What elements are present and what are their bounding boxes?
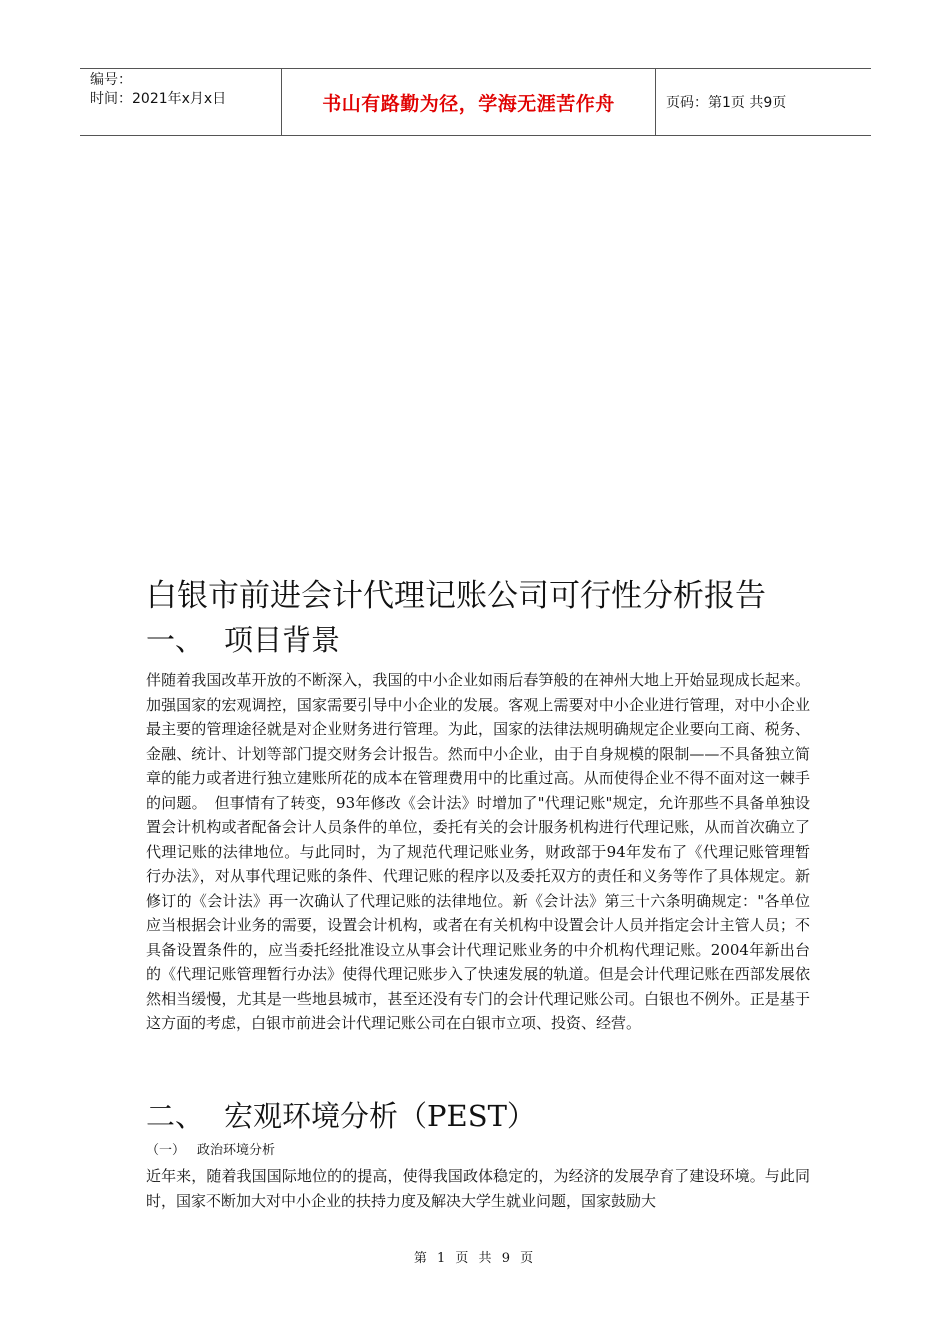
section-number: 二、: [146, 1099, 205, 1133]
section-heading-1: [146, 620, 340, 660]
document-title: 白银市前进会计代理记账公司可行性分析报告: [146, 578, 766, 614]
header-page-code: 页码：第1页 共9页: [666, 95, 787, 111]
section-title: 宏观环境分析（PEST）: [224, 1099, 536, 1133]
document-header-table: [80, 68, 871, 136]
subsection-number: （一）: [146, 1143, 186, 1158]
subsection-heading-1: [146, 1141, 275, 1161]
page-footer: 第 1 页 共 9 页: [413, 1251, 537, 1266]
section-number: 一、: [146, 623, 205, 657]
section-heading-2: [146, 1096, 536, 1136]
section-1-body: 伴随着我国改革开放的不断深入，我国的中小企业如雨后春笋般的在神州大地上开始显现成长起来。加强国家的宏观调控，国家需要引导中小企业的发展。客观上需要对中小企业进行管理，对中小企业最主要的管理途径就是对企业财务进行管理。为此，国家的法律法规明确规定企业要向工商、税务、金融、统计、计划等部门提交财务会计报告。然而中小企业，由于自身规模的限制——不具备独立简章的能力或者进行独立建账所花的成本在管理费用中的比重过高。从而使得企业不得不面对这一棘手的问题。 但事情有了转变，93年修改《会计法》时增加了"代理记账"规定，允许那些不具备单独设置会计机构或者配备会计人员条件的单位，委托有关的会计服务机构进行代理记账，从而首次确立了代理记账的法律地位。与此同时，为了规范代理记账业务，财政部于94年发布了《代理记账管理暂行办法》，对从事代理记账的条件、代理记账的程序以及委托双方的责任和义务等作了具体规定。新修订的《会计法》再一次确认了代理记账的法律地位。新《会计法》第三十六条明确规定："各单位应当根据会计业务的需要，设置会计机构，或者在有关机构中设置会计人员并指定会计主管人员；不具备设置条件的，应当委托经批准设立从事会计代理记账业务的中介机构代理记账。2004年新出台的《代理记账管理暂行办法》使得代理记账步入了快速发展的轨道。但是会计代理记账在西部发展依然相当缓慢，尤其是一些地县城市，甚至还没有专门的会计代理记账公司。白银也不例外。正是基于这方面的考虑，白银市前进会计代理记账公司在白银市立项、投资、经营。: [146, 671, 810, 1032]
document-date-label: 时间：2021年x月x日: [90, 91, 227, 107]
subsection-title: 政治环境分析: [197, 1143, 276, 1158]
header-meta-cell: [80, 69, 281, 135]
document-number-label: 编号：: [90, 72, 132, 88]
header-motto: 书山有路勤为径，学海无涯苦作舟: [281, 69, 656, 135]
section-title: 项目背景: [224, 623, 341, 657]
subsection-1-body: 近年来，随着我国国际地位的的提高，使得我国政体稳定的，为经济的发展孕育了建设环境。与此同时，国家不断加大对中小企业的扶持力度及解决大学生就业问题，国家鼓励大: [146, 1167, 810, 1210]
